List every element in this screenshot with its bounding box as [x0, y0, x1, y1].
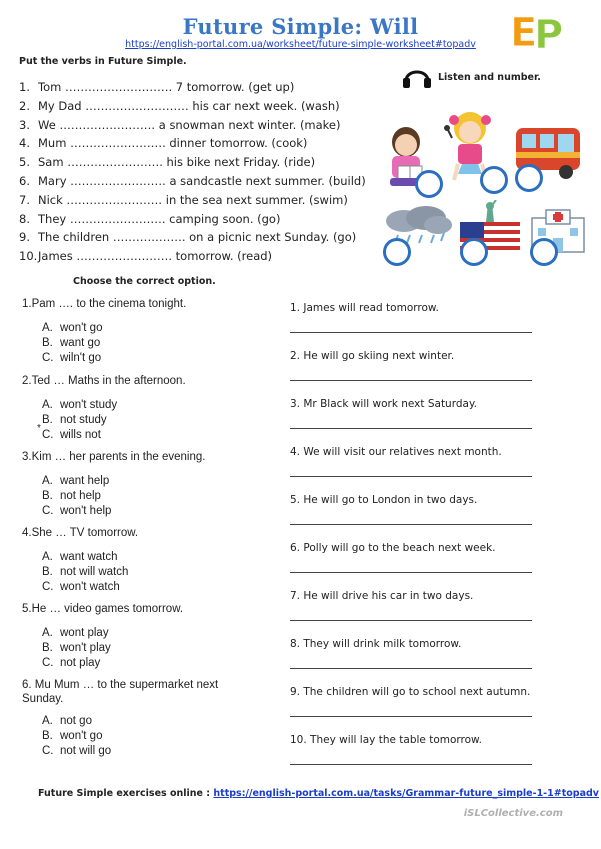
answer-line[interactable] — [290, 380, 532, 381]
question-4: 4.She … TV tomorrow. A. want watch B. not will watch C. won't watch — [22, 526, 272, 595]
list-item: 6. Polly will go to the beach next week. — [290, 542, 535, 554]
answer-line[interactable] — [290, 620, 532, 621]
list-item: 4. Mum ……………………. dinner tomorrow. (cook) — [19, 136, 308, 151]
listen-header — [402, 65, 541, 89]
option-a[interactable]: A. won't go — [42, 322, 103, 334]
list-item: 4. We will visit our relatives next month. — [290, 446, 535, 458]
asterisk-mark: * — [37, 423, 41, 434]
answer-circle[interactable] — [515, 164, 543, 192]
answer-circle[interactable] — [415, 170, 443, 198]
option-a[interactable]: A. wont play — [42, 627, 109, 639]
headphones-icon — [402, 65, 432, 89]
answer-line[interactable] — [290, 716, 532, 717]
answer-line[interactable] — [290, 668, 532, 669]
answer-line[interactable] — [290, 524, 532, 525]
answer-circle[interactable] — [460, 238, 488, 266]
answer-line[interactable] — [290, 332, 532, 333]
list-item: 1. Tom ………………………. 7 tomorrow. (get up) — [19, 80, 295, 94]
question-2: 2.Ted … Maths in the afternoon. A. won't study B. not study * C. wills not — [22, 374, 272, 443]
option-b[interactable]: B. not help — [42, 490, 101, 502]
option-c[interactable]: C. won't watch — [42, 581, 120, 593]
footer — [38, 788, 599, 799]
option-a[interactable]: A. not go — [42, 715, 92, 727]
svg-text:P: P — [534, 12, 564, 54]
question-1: 1.Pam …. to the cinema tonight. A. won't go B. want go C. wiln't go — [22, 297, 272, 366]
answer-circle[interactable] — [530, 238, 558, 266]
answer-line[interactable] — [290, 572, 532, 573]
question-5: 5.He … video games tomorrow. A. wont play B. won't play C. not play — [22, 602, 272, 671]
list-item: 2. He will go skiing next winter. — [290, 350, 535, 362]
list-item: 7. He will drive his car in two days. — [290, 590, 535, 602]
part2-instruction: Choose the correct option. — [73, 276, 216, 287]
option-c[interactable]: C. not play — [42, 657, 101, 669]
footer-label: Future Simple exercises online : — [38, 788, 211, 799]
answer-circle[interactable] — [480, 166, 508, 194]
ep-logo — [508, 8, 564, 54]
list-item: 3. Mr Black will work next Saturday. — [290, 398, 535, 410]
list-item: 5. Sam ……………………. his bike next Friday. (ride) — [19, 155, 316, 170]
question-6: 6. Mu Mum … to the supermarket next Sunday. A. not go B. won't go C. not will go — [22, 678, 247, 759]
option-c[interactable]: C. wiln't go — [42, 352, 102, 364]
option-b[interactable]: B. won't go — [42, 730, 103, 742]
list-item: 9. The children will go to school next autumn. — [290, 686, 535, 698]
option-b[interactable]: B. won't play — [42, 642, 111, 654]
list-item: 7. Nick ……………………. in the sea next summer. (swim) — [19, 192, 348, 207]
option-a[interactable]: A. won't study — [42, 399, 118, 411]
option-c[interactable]: C. won't help — [42, 505, 112, 517]
question-3: 3.Kim … her parents in the evening. A. want help B. not help C. won't help — [22, 450, 272, 519]
option-b[interactable]: B. want go — [42, 337, 101, 349]
option-c[interactable]: C. not will go — [42, 745, 112, 757]
list-item: 10.James ……………………. tomorrow. (read) — [19, 249, 273, 264]
answer-line[interactable] — [290, 764, 532, 765]
option-a[interactable]: A. want watch — [42, 551, 118, 563]
answer-line[interactable] — [290, 476, 532, 477]
list-item: 5. He will go to London in two days. — [290, 494, 535, 506]
option-a[interactable]: A. want help — [42, 475, 110, 487]
worksheet-url-link[interactable]: https://english-portal.com.ua/worksheet/future-simple-worksheet#topadv — [125, 39, 476, 50]
list-item: 8. They will drink milk tomorrow. — [290, 638, 535, 650]
answer-circle[interactable] — [383, 238, 411, 266]
part1-instruction: Put the verbs in Future Simple. — [19, 56, 187, 67]
footer-link[interactable]: https://english-portal.com.ua/tasks/Grammar-future_simple-1-1#topadv — [213, 788, 599, 799]
option-c[interactable]: C. wills not — [42, 429, 101, 441]
listen-label: Listen and number. — [438, 71, 541, 83]
svg-text:E: E — [510, 10, 538, 54]
list-item: 3. We ……………………. a snowman next winter. (make) — [19, 117, 341, 132]
watermark: iSLCollective.com — [463, 808, 563, 819]
list-item: 6. Mary ……………………. a sandcastle next summer. (build) — [19, 173, 366, 188]
list-item: 9. The children ………………. on a picnic next Sunday. (go) — [19, 230, 357, 245]
answer-line[interactable] — [290, 428, 532, 429]
list-item: 2. My Dad ……………………… his car next week. (wash) — [19, 98, 340, 113]
list-item: 8. They ……………………. camping soon. (go) — [19, 211, 281, 226]
worksheet-title: Future Simple: Will — [182, 14, 419, 39]
option-b[interactable]: B. not will watch — [42, 566, 129, 578]
verb-exercise-list — [19, 78, 399, 266]
list-item: 10. They will lay the table tomorrow. — [290, 734, 535, 746]
option-b[interactable]: B. not study * — [37, 414, 107, 434]
list-item: 1. James will read tomorrow. — [290, 302, 535, 314]
